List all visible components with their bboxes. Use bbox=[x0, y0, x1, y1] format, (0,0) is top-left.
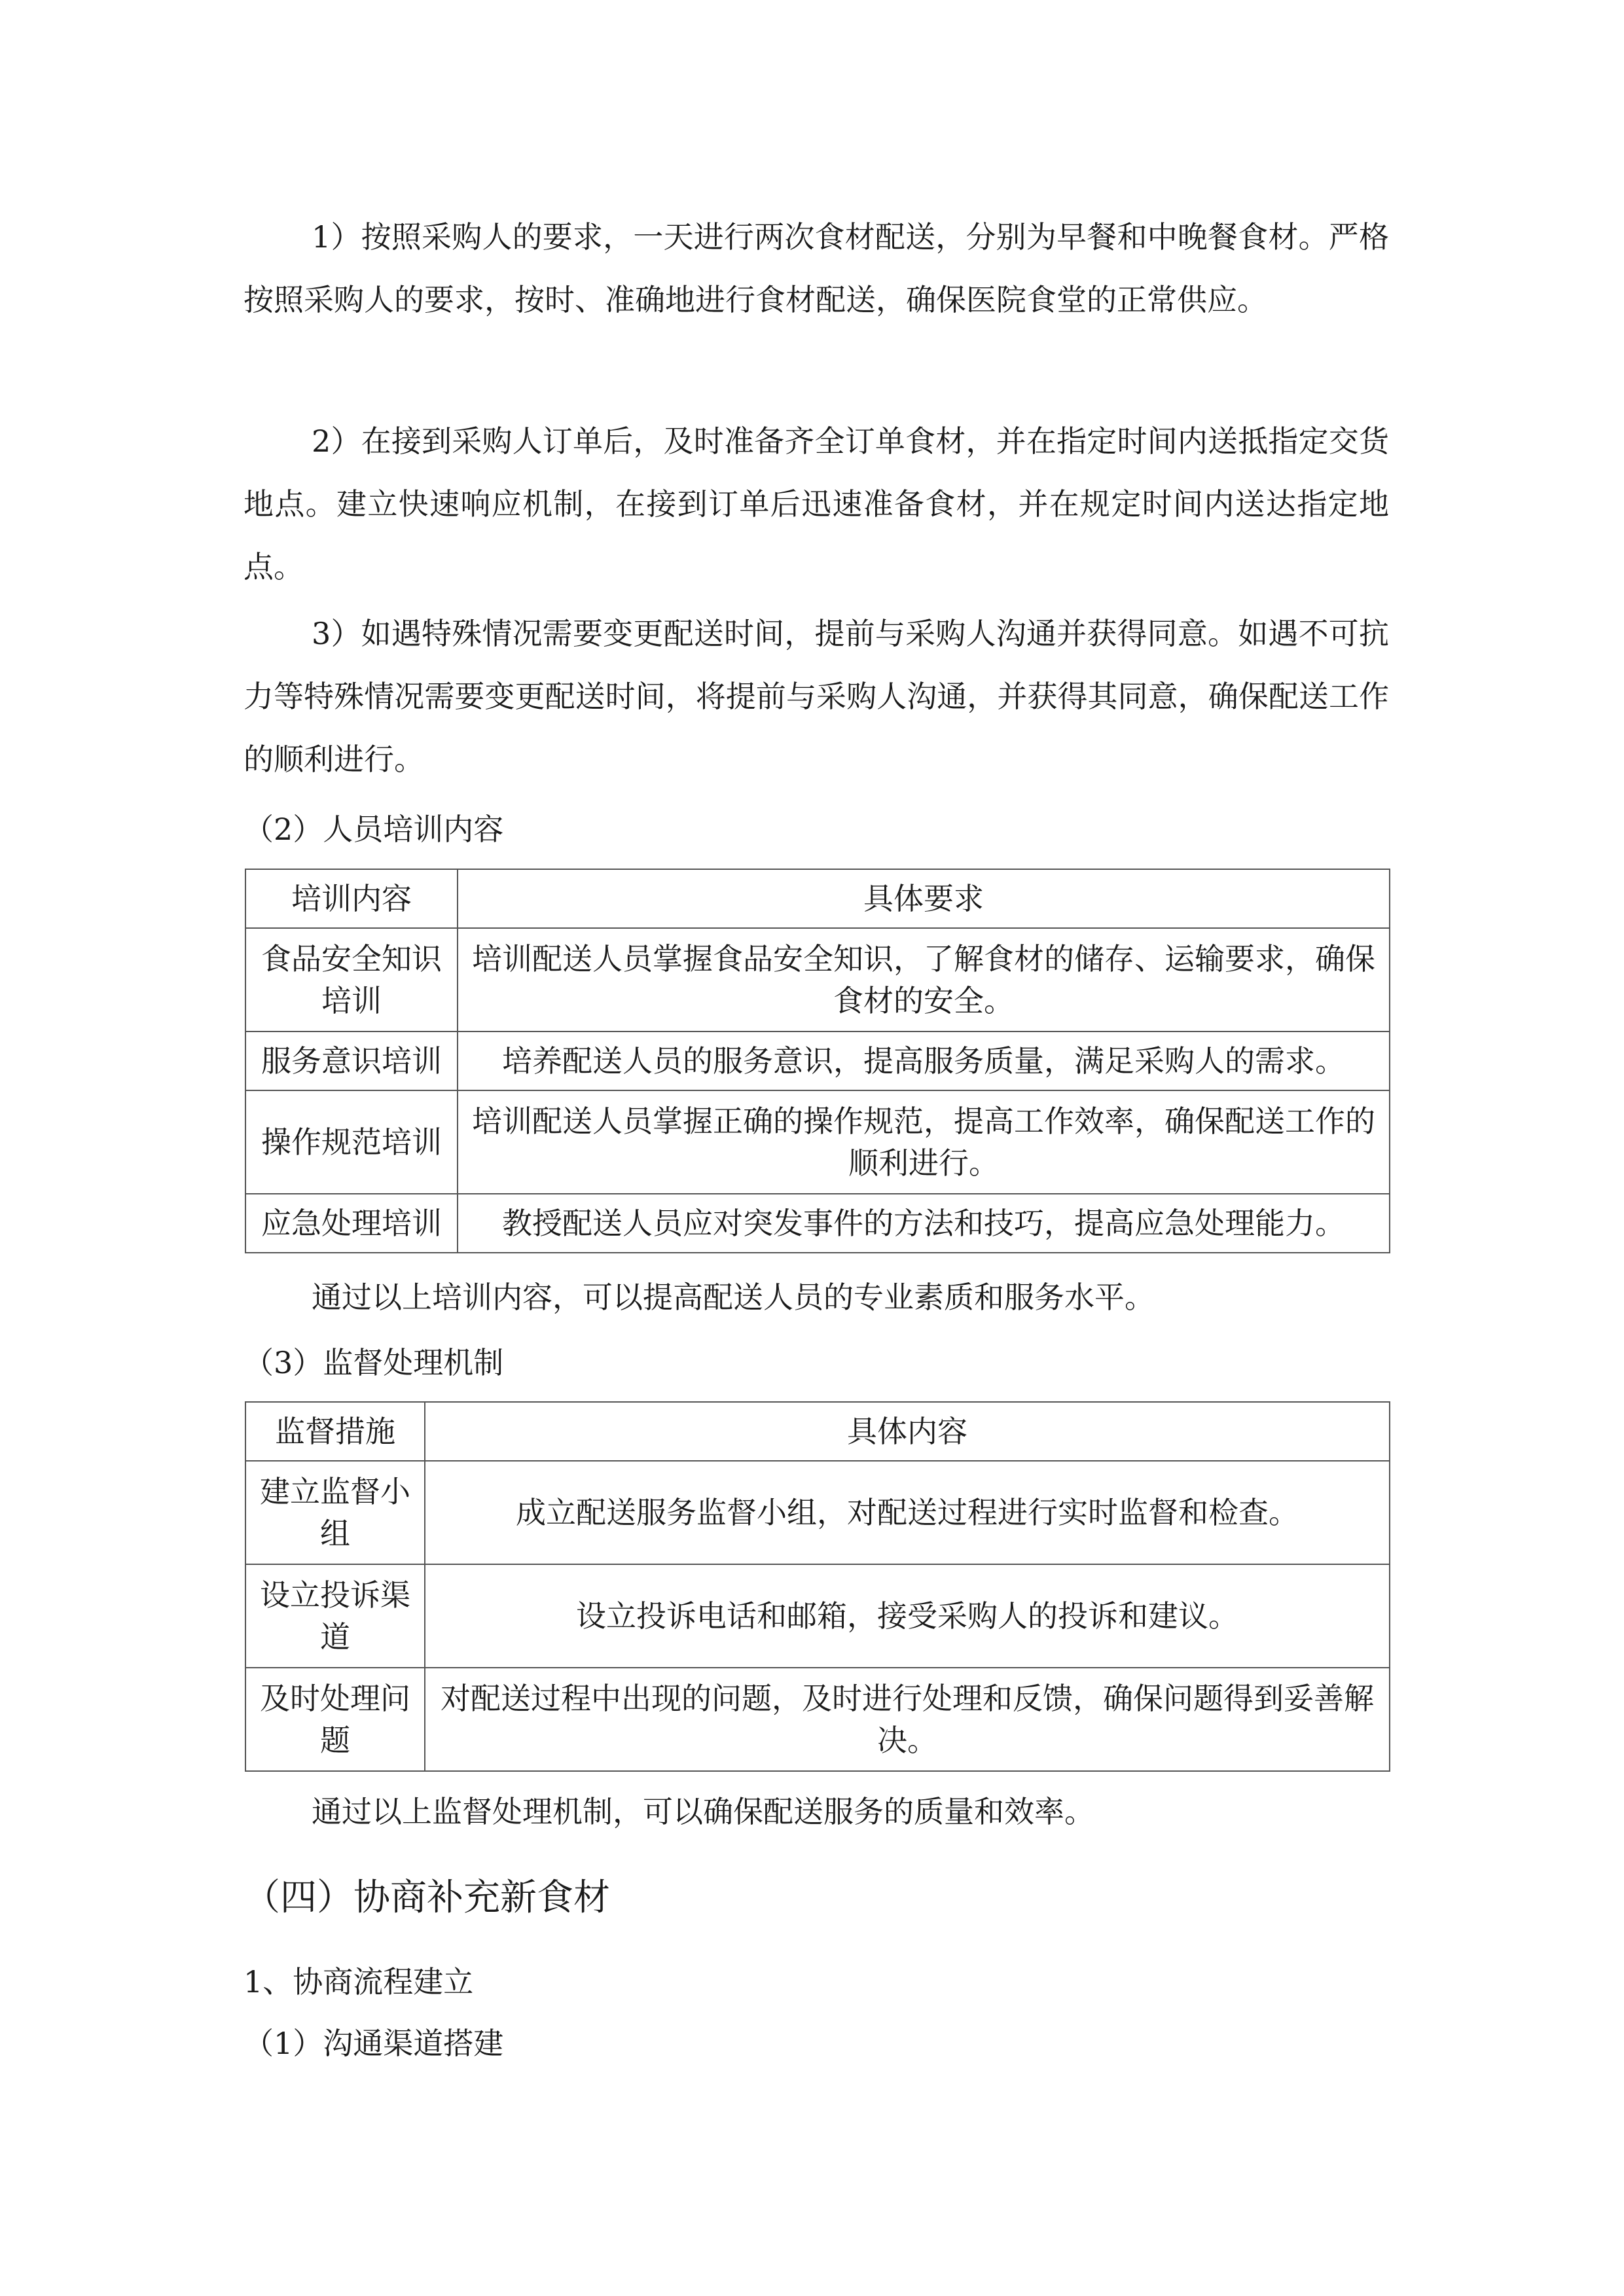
training-summary: 通过以上培训内容，可以提高配送人员的专业素质和服务水平。 bbox=[312, 1280, 1155, 1315]
table-header-row bbox=[245, 1402, 1390, 1461]
table-row bbox=[245, 1461, 1390, 1564]
table-cell: 培养配送人员的服务意识，提高服务质量，满足采购人的需求。 bbox=[458, 1031, 1390, 1090]
table-row bbox=[245, 1031, 1390, 1090]
table-header-cell: 具体要求 bbox=[458, 869, 1390, 928]
table-cell: 应急处理培训 bbox=[245, 1194, 458, 1253]
table-row bbox=[245, 1090, 1390, 1194]
table-header-row bbox=[245, 869, 1390, 928]
supervision-table bbox=[245, 1401, 1390, 1772]
table-cell: 建立监督小组 bbox=[245, 1461, 425, 1564]
table-cell: 服务意识培训 bbox=[245, 1031, 458, 1090]
table-header-cell: 培训内容 bbox=[245, 869, 458, 928]
subsubheading-channel: （1）沟通渠道搭建 bbox=[244, 2026, 504, 2061]
table-cell: 成立配送服务监督小组，对配送过程进行实时监督和检查。 bbox=[425, 1461, 1390, 1564]
paragraph-1: 1）按照采购人的要求，一天进行两次食材配送，分别为早餐和中晚餐食材。严格按照采购人的要求，按时、准确地进行食材配送，确保医院食堂的正常供应。 bbox=[244, 219, 1389, 317]
table-cell: 设立投诉渠道 bbox=[245, 1564, 425, 1668]
training-table bbox=[245, 869, 1390, 1253]
table-cell: 对配送过程中出现的问题，及时进行处理和反馈，确保问题得到妥善解决。 bbox=[425, 1668, 1390, 1771]
table-cell: 操作规范培训 bbox=[245, 1090, 458, 1194]
table-cell: 食品安全知识培训 bbox=[245, 928, 458, 1031]
section-heading-new-ingredients: （四）协商补充新食材 bbox=[244, 1876, 610, 1919]
table-row bbox=[245, 1668, 1390, 1771]
table-cell: 培训配送人员掌握食品安全知识，了解食材的储存、运输要求，确保食材的安全。 bbox=[458, 928, 1390, 1031]
supervision-summary: 通过以上监督处理机制，可以确保配送服务的质量和效率。 bbox=[312, 1794, 1094, 1829]
table-header-cell: 具体内容 bbox=[425, 1402, 1390, 1461]
section-heading-supervision: （3）监督处理机制 bbox=[244, 1345, 504, 1380]
table-row bbox=[245, 1194, 1390, 1253]
paragraph-2: 2）在接到采购人订单后，及时准备齐全订单食材，并在指定时间内送抵指定交货地点。建立快速响应机制，在接到订单后迅速准备食材，并在规定时间内送达指定地点。 bbox=[244, 423, 1389, 584]
table-cell: 设立投诉电话和邮箱，接受采购人的投诉和建议。 bbox=[425, 1564, 1390, 1668]
table-row bbox=[245, 1564, 1390, 1668]
section-heading-training: （2）人员培训内容 bbox=[244, 812, 504, 847]
table-cell: 及时处理问题 bbox=[245, 1668, 425, 1771]
table-cell: 培训配送人员掌握正确的操作规范，提高工作效率，确保配送工作的顺利进行。 bbox=[458, 1090, 1390, 1194]
paragraph-3: 3）如遇特殊情况需要变更配送时间，提前与采购人沟通并获得同意。如遇不可抗力等特殊情况需要变更配送时间，将提前与采购人沟通，并获得其同意，确保配送工作的顺利进行。 bbox=[244, 616, 1389, 777]
table-cell: 教授配送人员应对突发事件的方法和技巧，提高应急处理能力。 bbox=[458, 1194, 1390, 1253]
table-row bbox=[245, 928, 1390, 1031]
subheading-process: 1、协商流程建立 bbox=[244, 1964, 474, 2000]
table-header-cell: 监督措施 bbox=[245, 1402, 425, 1461]
